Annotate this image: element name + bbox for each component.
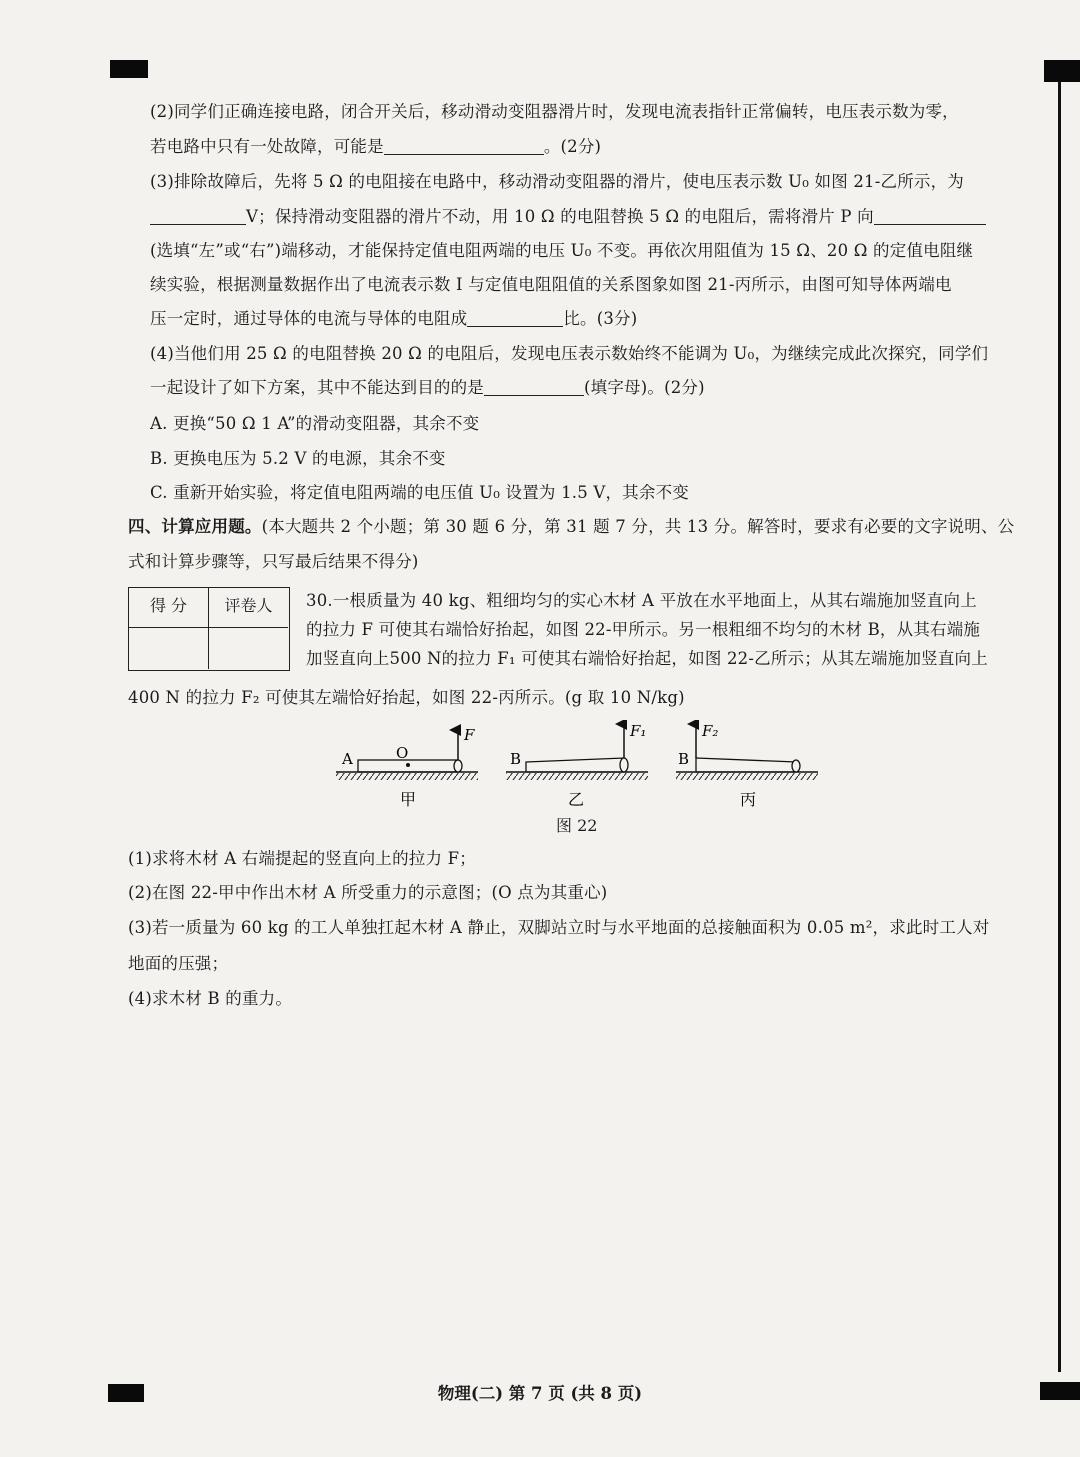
option-a: A. 更换“50 Ω 1 A”的滑动变阻器，其余不变: [150, 414, 480, 433]
score-input-cell[interactable]: [129, 628, 209, 669]
wood-a-label: A: [342, 750, 353, 768]
q3-line3: (选填“左”或“右”)端移动，才能保持定值电阻两端的电压 U₀ 不变。再依次用阻值为 15 Ω、20 Ω 的定值电阻继: [150, 241, 974, 260]
score-table: [128, 587, 290, 671]
binding-line-right: [1058, 82, 1061, 1372]
force-f-label: F: [464, 726, 475, 744]
answer-blank-fault[interactable]: [384, 136, 544, 155]
registration-mark-top-left: [110, 60, 148, 78]
option-b: B. 更换电压为 5.2 V 的电源，其余不变: [150, 449, 446, 468]
q30-line3: 加竖直向上500 N的拉力 F₁ 可使其右端恰好抬起，如图 22-乙所示；从其左端施加竖直向上: [306, 649, 988, 668]
answer-blank-choice[interactable]: [484, 377, 584, 396]
registration-mark-top-right: [1044, 60, 1080, 82]
option-c: C. 重新开始实验，将定值电阻两端的电压值 U₀ 设置为 1.5 V，其余不变: [150, 483, 689, 502]
q30-line1: 30.一根质量为 40 kg、粗细均匀的实心木材 A 平放在水平地面上，从其右端施加竖直向上: [306, 591, 977, 610]
wood-b-label-yi: B: [510, 750, 522, 768]
q3-line2: V；保持滑动变阻器的滑片不动，用 10 Ω 的电阻替换 5 Ω 的电阻后，需将滑片 P 向: [150, 205, 988, 229]
q4-line2: 一起设计了如下方案，其中不能达到目的的是 (填字母)。(2分): [150, 378, 705, 397]
subq-3b: 地面的压强；: [128, 954, 229, 973]
subq-3a: (3)若一质量为 60 kg 的工人单独扛起木材 A 静止，双脚站立时与水平地面的总接触面积为 0.05 m²，求此时工人对: [128, 918, 990, 937]
q30-line2: 的拉力 F 可使其右端恰好抬起，如图 22-甲所示。另一根粗细不均匀的木材 B，从其右端施: [306, 620, 981, 639]
q4-line1: (4)当他们用 25 Ω 的电阻替换 20 Ω 的电阻后，发现电压表示数始终不能调为 U₀，为继续完成此次探究，同学们: [150, 344, 989, 363]
answer-blank-direction[interactable]: [874, 206, 986, 225]
panel-bing-label: 丙: [740, 790, 757, 809]
section4-desc: 式和计算步骤等，只写最后结果不得分): [128, 552, 419, 571]
panel-jia-label: 甲: [400, 790, 417, 809]
page-footer: 物理(二) 第 7 页 (共 8 页): [437, 1384, 643, 1403]
figure-panel-yi: [506, 722, 648, 809]
answer-blank-ratio[interactable]: [467, 308, 563, 327]
center-of-gravity-point: [406, 763, 410, 767]
figure-panel-jia: [336, 726, 478, 809]
q30-line4: 400 N 的拉力 F₂ 可使其左端恰好抬起，如图 22-丙所示。(g 取 10 N/kg): [128, 688, 685, 707]
center-o-label: O: [396, 744, 409, 762]
figure-22: [330, 720, 830, 815]
q3-line4: 续实验，根据测量数据作出了电流表示数 I 与定值电阻阻值的关系图象如图 21-丙所示，由图可知导体两端电: [150, 275, 952, 294]
force-f1-label: F₁: [630, 722, 647, 740]
q3-line1: (3)排除故障后，先将 5 Ω 的电阻接在电路中，移动滑动变阻器的滑片，使电压表示数 U₀ 如图 21-乙所示，为: [150, 172, 965, 191]
section4-header: 四、计算应用题。(本大题共 2 个小题；第 30 题 6 分，第 31 题 7 分，共 13 分。解答时，要求有必要的文字说明、公: [128, 517, 1015, 536]
figure-caption: 图 22: [556, 816, 598, 835]
grader-input-cell[interactable]: [209, 628, 288, 669]
wood-b-label-bing: B: [678, 750, 690, 768]
figure-panel-bing: [676, 722, 818, 809]
force-f2-label: F₂: [702, 722, 719, 740]
grader-label: 评卷人: [209, 588, 288, 628]
answer-blank-voltage[interactable]: [150, 206, 246, 225]
subq-4: (4)求木材 B 的重力。: [128, 989, 293, 1008]
subq-1: (1)求将木材 A 右端提起的竖直向上的拉力 F；: [128, 849, 476, 868]
subq-2: (2)在图 22-甲中作出木材 A 所受重力的示意图；(O 点为其重心): [128, 883, 608, 902]
q3-line5: 压一定时，通过导体的电流与导体的电阻成 比。(3分): [150, 309, 638, 328]
panel-yi-label: 乙: [568, 790, 585, 809]
section4-title: 四、计算应用题。: [128, 517, 262, 536]
score-label: 得 分: [129, 588, 209, 628]
q2-line1: (2)同学们正确连接电路，闭合开关后，移动滑动变阻器滑片时，发现电流表指针正常偏转，电压表示数为零，: [150, 102, 959, 121]
q2-line2: 若电路中只有一处故障，可能是 。(2分): [150, 137, 602, 156]
